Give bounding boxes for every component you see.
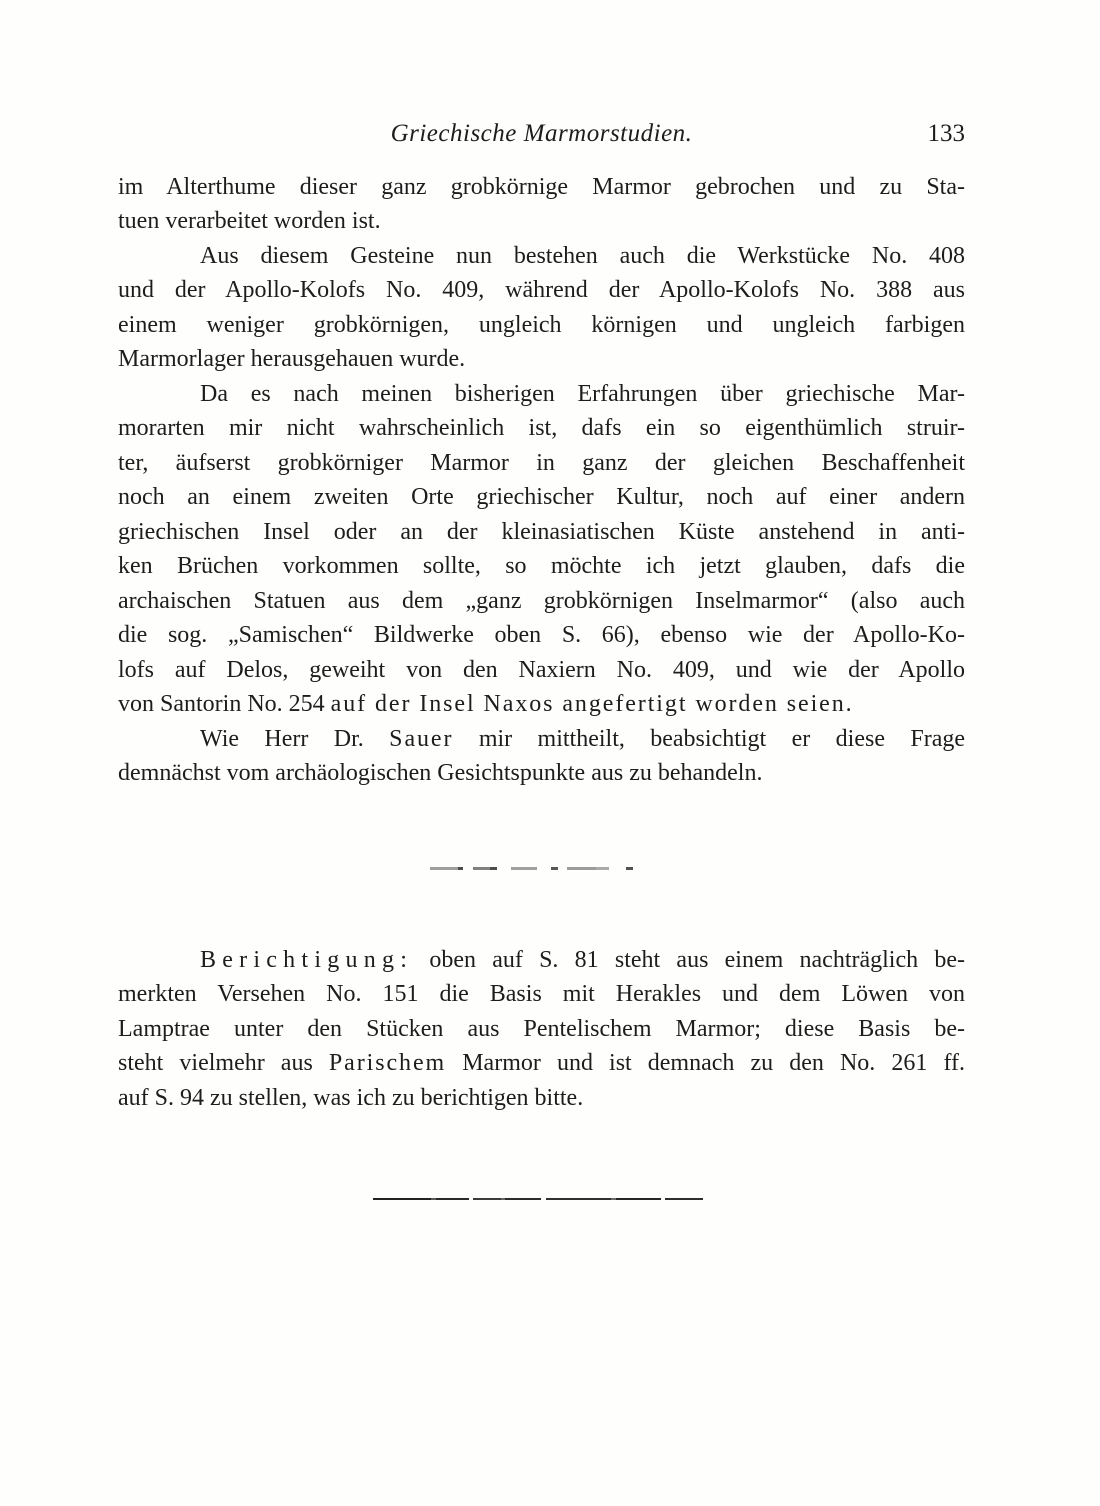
text-segment: archaischen Statuen aus dem „ganz grobkörnigen Inselmarmor“ (also auch xyxy=(118,587,965,614)
text-segment: und der Apollo-Kolofs No. 409, während der Apollo-Kolofs No. 388 aus xyxy=(118,277,965,303)
letterspaced-text: Berichtigung: xyxy=(200,946,414,973)
paragraph-gesteine xyxy=(118,239,965,377)
section-divider-faded xyxy=(430,867,633,870)
text-line xyxy=(118,308,965,343)
text-segment: im Alterthume dieser ganz grobkörnige Marmor gebrochen und zu Sta- xyxy=(118,173,965,200)
text-segment: Marmorlager herausgehauen wurde. xyxy=(118,346,466,372)
text-segment: griechischen Insel oder an der kleinasiatischen Küste anstehend in anti- xyxy=(118,518,965,545)
text-line xyxy=(118,273,965,308)
text-line xyxy=(118,204,965,239)
text-line xyxy=(118,618,965,653)
text-line xyxy=(118,943,965,978)
text-segment: oben auf S. 81 steht aus einem nachträglich be- xyxy=(413,946,965,973)
page-content xyxy=(118,0,965,1200)
text-line xyxy=(118,549,965,584)
text-segment: Da es nach meinen bisherigen Erfahrungen über griechische Mar- xyxy=(200,380,965,407)
page-number: 133 xyxy=(927,120,965,147)
letterspaced-text: Sauer xyxy=(389,725,454,752)
text-segment: merkten Versehen No. 151 die Basis mit Herakles und dem Löwen von xyxy=(118,981,965,1007)
text-segment: demnächst vom archäologischen Gesichtspunkte aus zu behandeln. xyxy=(118,760,763,786)
text-segment: ken Brüchen vorkommen sollte, so möchte ich jetzt glauben, dafs die xyxy=(118,553,965,579)
text-line xyxy=(118,239,965,274)
text-segment: einem weniger grobkörnigen, ungleich körnigen und ungleich farbigen xyxy=(118,311,965,338)
text-line xyxy=(118,687,965,722)
text-line xyxy=(118,1012,965,1047)
text-line xyxy=(118,1046,965,1081)
paragraph-berichtigung xyxy=(118,943,965,1116)
text-line xyxy=(118,722,965,757)
text-line xyxy=(118,446,965,481)
correction-text-block xyxy=(118,943,965,1116)
text-segment: von Santorin No. 254 xyxy=(118,691,331,717)
paragraph-sauer xyxy=(118,722,965,791)
text-segment: Wie Herr Dr. xyxy=(200,725,390,752)
text-line xyxy=(118,653,965,688)
text-line xyxy=(118,480,965,515)
text-segment: lofs auf Delos, geweiht von den Naxiern No. 409, und wie der Apollo xyxy=(118,656,965,683)
running-header-title: Griechische Marmorstudien. xyxy=(390,120,693,147)
running-header xyxy=(118,117,965,152)
paragraph-continuation xyxy=(118,170,965,239)
text-line xyxy=(118,170,965,205)
text-segment: Aus diesem Gesteine nun bestehen auch die Werkstücke No. 408 xyxy=(200,242,965,269)
text-segment: Lamptrae unter den Stücken aus Pentelischem Marmor; diese Basis be- xyxy=(118,1015,965,1042)
text-segment: steht vielmehr aus xyxy=(118,1050,329,1076)
text-segment: auf S. 94 zu stellen, was ich zu berichtigen bitte. xyxy=(118,1084,584,1111)
text-line xyxy=(118,411,965,446)
letterspaced-text: Parischem xyxy=(328,1050,447,1076)
paragraph-erfahrungen xyxy=(118,377,965,722)
section-divider xyxy=(373,1198,703,1200)
text-line xyxy=(118,584,965,619)
text-segment: tuen verarbeitet worden ist. xyxy=(118,208,381,234)
main-text-block xyxy=(118,170,965,791)
text-line xyxy=(118,377,965,412)
text-segment: morarten mir nicht wahrscheinlich ist, dafs ein so eigenthümlich struir- xyxy=(118,415,965,441)
text-line xyxy=(118,756,965,791)
letterspaced-text: auf der Insel Naxos angefertigt worden seien. xyxy=(330,691,854,717)
text-line xyxy=(118,515,965,550)
text-line xyxy=(118,342,965,377)
text-line xyxy=(118,977,965,1012)
text-segment: mir mittheilt, beabsichtigt er diese Frage xyxy=(453,725,966,752)
text-segment: Marmor und ist demnach zu den No. 261 ff. xyxy=(446,1050,965,1076)
text-segment: noch an einem zweiten Orte griechischer Kultur, noch auf einer andern xyxy=(118,484,965,510)
text-segment: die sog. „Samischen“ Bildwerke oben S. 66), ebenso wie der Apollo-Ko- xyxy=(118,622,965,648)
text-segment: ter, äufserst grobkörniger Marmor in ganz der gleichen Beschaffenheit xyxy=(118,449,965,476)
text-line xyxy=(118,1081,965,1116)
